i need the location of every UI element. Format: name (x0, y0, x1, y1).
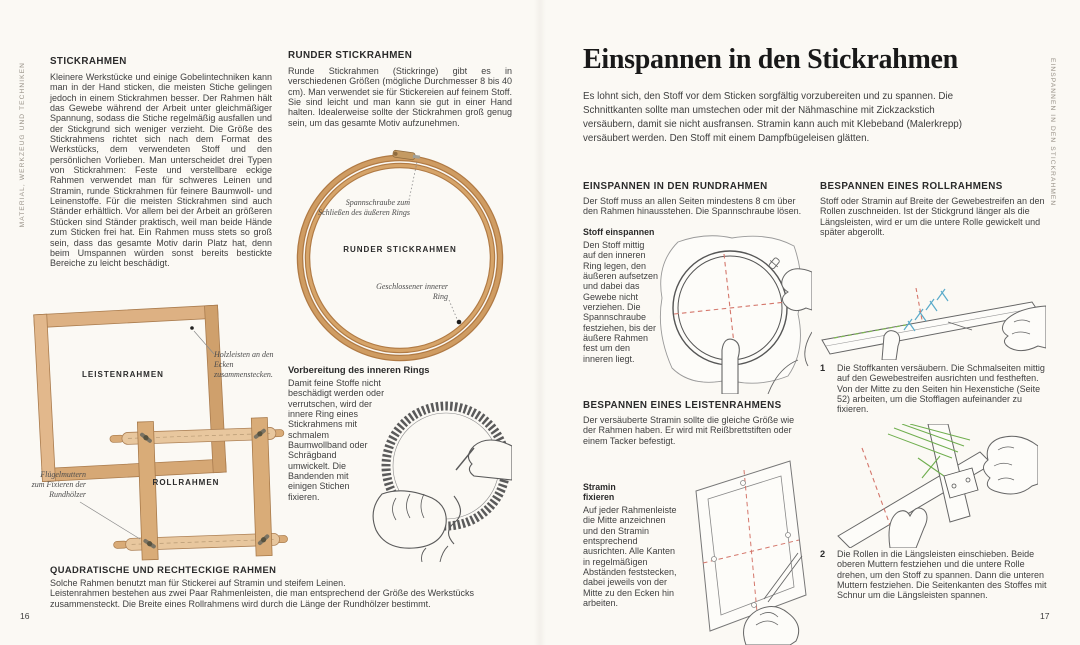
wooden-frames-image (28, 296, 288, 564)
left-margin-label: MATERIAL, WERKZEUG UND TECHNIKEN (19, 62, 26, 228)
step-2 (820, 549, 1050, 601)
section-runder-stickrahmen (288, 50, 512, 128)
quadratische-body1: Solche Rahmen benutzt man für Stickerei auf Stramin und steifem Leinen. (50, 578, 346, 588)
round-hoop-photo (288, 148, 512, 364)
rundrahmen-heading: EINSPANNEN IN DEN RUNDRAHMEN (583, 181, 768, 192)
page-number-right: 17 (1040, 611, 1050, 621)
stickrahmen-heading: STICKRAHMEN (50, 56, 127, 67)
rollrahmen-body: Stoff oder Stramin auf Breite der Gewebestreifen an den Rollen zuschneiden. Ist der Stickgrund länger als die Längsleisten, wird er um die untere Rolle gewickelt und später abgerollt. (820, 196, 1045, 238)
step-2-text: Die Rollen in die Längsleisten einschieben. Beide oberen Muttern festziehen und die untere Rolle drehen, um den Stoff zu spannen. Dann die unteren Muttern festziehen. Die Seitenkanten des Stoffes mit Schnur um die Längsleisten spannen. (837, 549, 1047, 601)
quadratische-body2: Leistenrahmen bestehen aus zwei Paar Rahmenleisten, die man entsprechend der Größe des Werkstücks zusammensteckt. Die Breite eines Rollrahmens wird durch die Länge der Rundhölzer bestimmt. (50, 588, 475, 609)
page-title: Einspannen in den Stickrahmen (583, 44, 958, 75)
rollrahmen-heading: BESPANNEN EINES ROLLRAHMENS (820, 181, 1003, 192)
frames-photo (28, 296, 288, 564)
rundrahmen-body: Der Stoff muss an allen Seiten mindestens 8 cm über den Rahmen hinausstehen. Die Spannschraube lösen. (583, 196, 802, 217)
herringbone-stitch-illustration (818, 288, 1046, 360)
hoop-in-hands-illustration (648, 228, 812, 394)
quadratische-heading: QUADRATISCHE UND RECHTECKIGE RAHMEN (50, 564, 277, 575)
leistenrahmen-label: LEISTENRAHMEN (82, 370, 164, 379)
step-1-number: 1 (820, 363, 826, 373)
section-vorbereitung (288, 364, 512, 564)
page-gutter (534, 0, 546, 645)
section-stickrahmen (50, 56, 272, 269)
rollrahmen-label: ROLLRAHMEN (152, 478, 220, 487)
holzleisten-caption: Holzleisten an den Ecken zusammenstecken. (214, 350, 274, 379)
stramin-fixieren-block (583, 482, 680, 608)
lacing-illustration (832, 424, 1038, 548)
leistenrahmen-heading: BESPANNEN EINES LEISTENRAHMENS (583, 400, 782, 411)
page-intro: Es lohnt sich, den Stoff vor dem Sticken sorgfältig vorzubereiten und zu spannen. Die Schnittkanten sollte man umstechen oder mit der Nähmaschine mit Zickzackstich versäubern, damit sie nicht ausfransen. Stramin kann auch mit Klebeband (Malerkrepp) versäubert werden. Den Stoff mit einem Dampfbügeleisen glätten. (583, 91, 963, 144)
stramin-fixieren-body: Auf jeder Rahmenleiste die Mitte anzeichnen und den Stramin entsprechend ausrichten. Alle Kanten in regelmäßigen Abständen feststecken, dabei jeweils von der Mitte zu den Ecken hin arbeiten. (583, 505, 677, 609)
hand-wrapping-illustration (362, 378, 512, 562)
embroidery-hoop-image (288, 148, 512, 364)
stramin-frame-illustration (676, 447, 812, 645)
right-margin-label: EINSPANNEN IN DEN STICKRAHMEN (1049, 58, 1056, 207)
section-quadratische (50, 564, 512, 609)
step-1-text: Die Stoffkanten versäubern. Die Schmalseiten mittig auf den Gewebestreifen ausrichten und festheften. Von der Mitte zu den Seiten hin Hexenstiche (Seite 52) arbeiten, um die Stofflagen aufeinander zu fixieren. (837, 363, 1045, 415)
herringbone-stitch-svg (818, 288, 1046, 360)
hoop-in-hands-svg (648, 228, 812, 394)
page-number-left: 16 (20, 611, 30, 621)
vorbereitung-body: Damit feine Stoffe nicht beschädigt werden oder verrutschen, wird der innere Ring eines Stickrahmens mit schmalem Baumwollband oder Schrägband umwickelt. Die Bandenden mit einigen Stichen fixieren. (288, 378, 385, 502)
screw-caption: Spannschraube zum Schließen des äußeren Rings (318, 198, 410, 217)
hoop-center-label: RUNDER STICKRAHMEN (343, 245, 457, 254)
step-1 (820, 363, 1050, 415)
fluegelmuttern-caption: Flügelmuttern zum Fixieren der Rundhölzer (31, 470, 86, 499)
stramin-fixieren-heading: Stramin fixieren (583, 482, 616, 502)
stramin-frame-svg (676, 447, 812, 645)
runder-heading: RUNDER STICKRAHMEN (288, 50, 413, 61)
vorbereitung-heading: Vorbereitung des inneren Rings (288, 364, 430, 375)
step-2-number: 2 (820, 549, 826, 559)
leistenrahmen-body: Der versäuberte Stramin sollte die gleiche Größe wie der Rahmen haben. Er wird mit Reißbrettstiften oder einem Tacker befestigt. (583, 415, 795, 446)
stoff-einspannen-body: Den Stoff mittig auf den inneren Ring legen, den äußeren aufsetzen und dabei das Gewebe nicht verziehen. Die Spannschraube festziehen, bis der äußere Rahmen fest um den inneren liegt. (583, 240, 659, 364)
lacing-svg (832, 424, 1038, 548)
stoff-einspannen-heading: Stoff einspannen (583, 227, 655, 237)
inner-ring-caption: Geschlossener innerer Ring (376, 282, 448, 301)
runder-body: Runde Stickrahmen (Stickringe) gibt es in verschiedenen Größen (mögliche Durchmesser 8 bis 40 cm). Man verwendet sie für Stickereien auf feinem Stoff. Sie sind leicht und man kann sie gut in einer Hand halten. Idealerweise sollte der Stickrahmen groß genug sein, um das gesamte Motiv aufzunehmen. (288, 66, 512, 128)
stickrahmen-body: Kleinere Werkstücke und einige Gobelintechniken kann man in der Hand sticken, die meisten Stiche gelingen jedoch in einem Stickrahmen besser. Der Rahmen hält das Gewebe während der Arbeit unter gleichmäßiger Spannung, sodass die Stiche regelmäßig ausfallen und der Stickgrund sich weniger verzieht. Die Größe des Stickrahmens richtet sich nach dem Format des Werkstücks, dem verwendeten Stoff und den persönlichen Vorlieben. Man unterscheidet drei Typen von Stickrahmen: Feste und verstellbare eckige Rahmen verwendet man für schweres Leinen und Stramin, runde Stickrahmen für feinere Baumwoll- und Leinenstoffe. Für die meisten Stickrahmen sind auch Ständer erhältlich. Vor allem bei der Arbeit an größeren Stücken sind Ständer praktisch, weil man beide Hände zum Sticken frei hat. Ein Rahmen muss stets so groß sein, dass das gesamte Motiv darin Platz hat, denn beim Umspannen würden sonst bereits bestickte Bereiche zu leicht beschädigt. (50, 72, 272, 269)
